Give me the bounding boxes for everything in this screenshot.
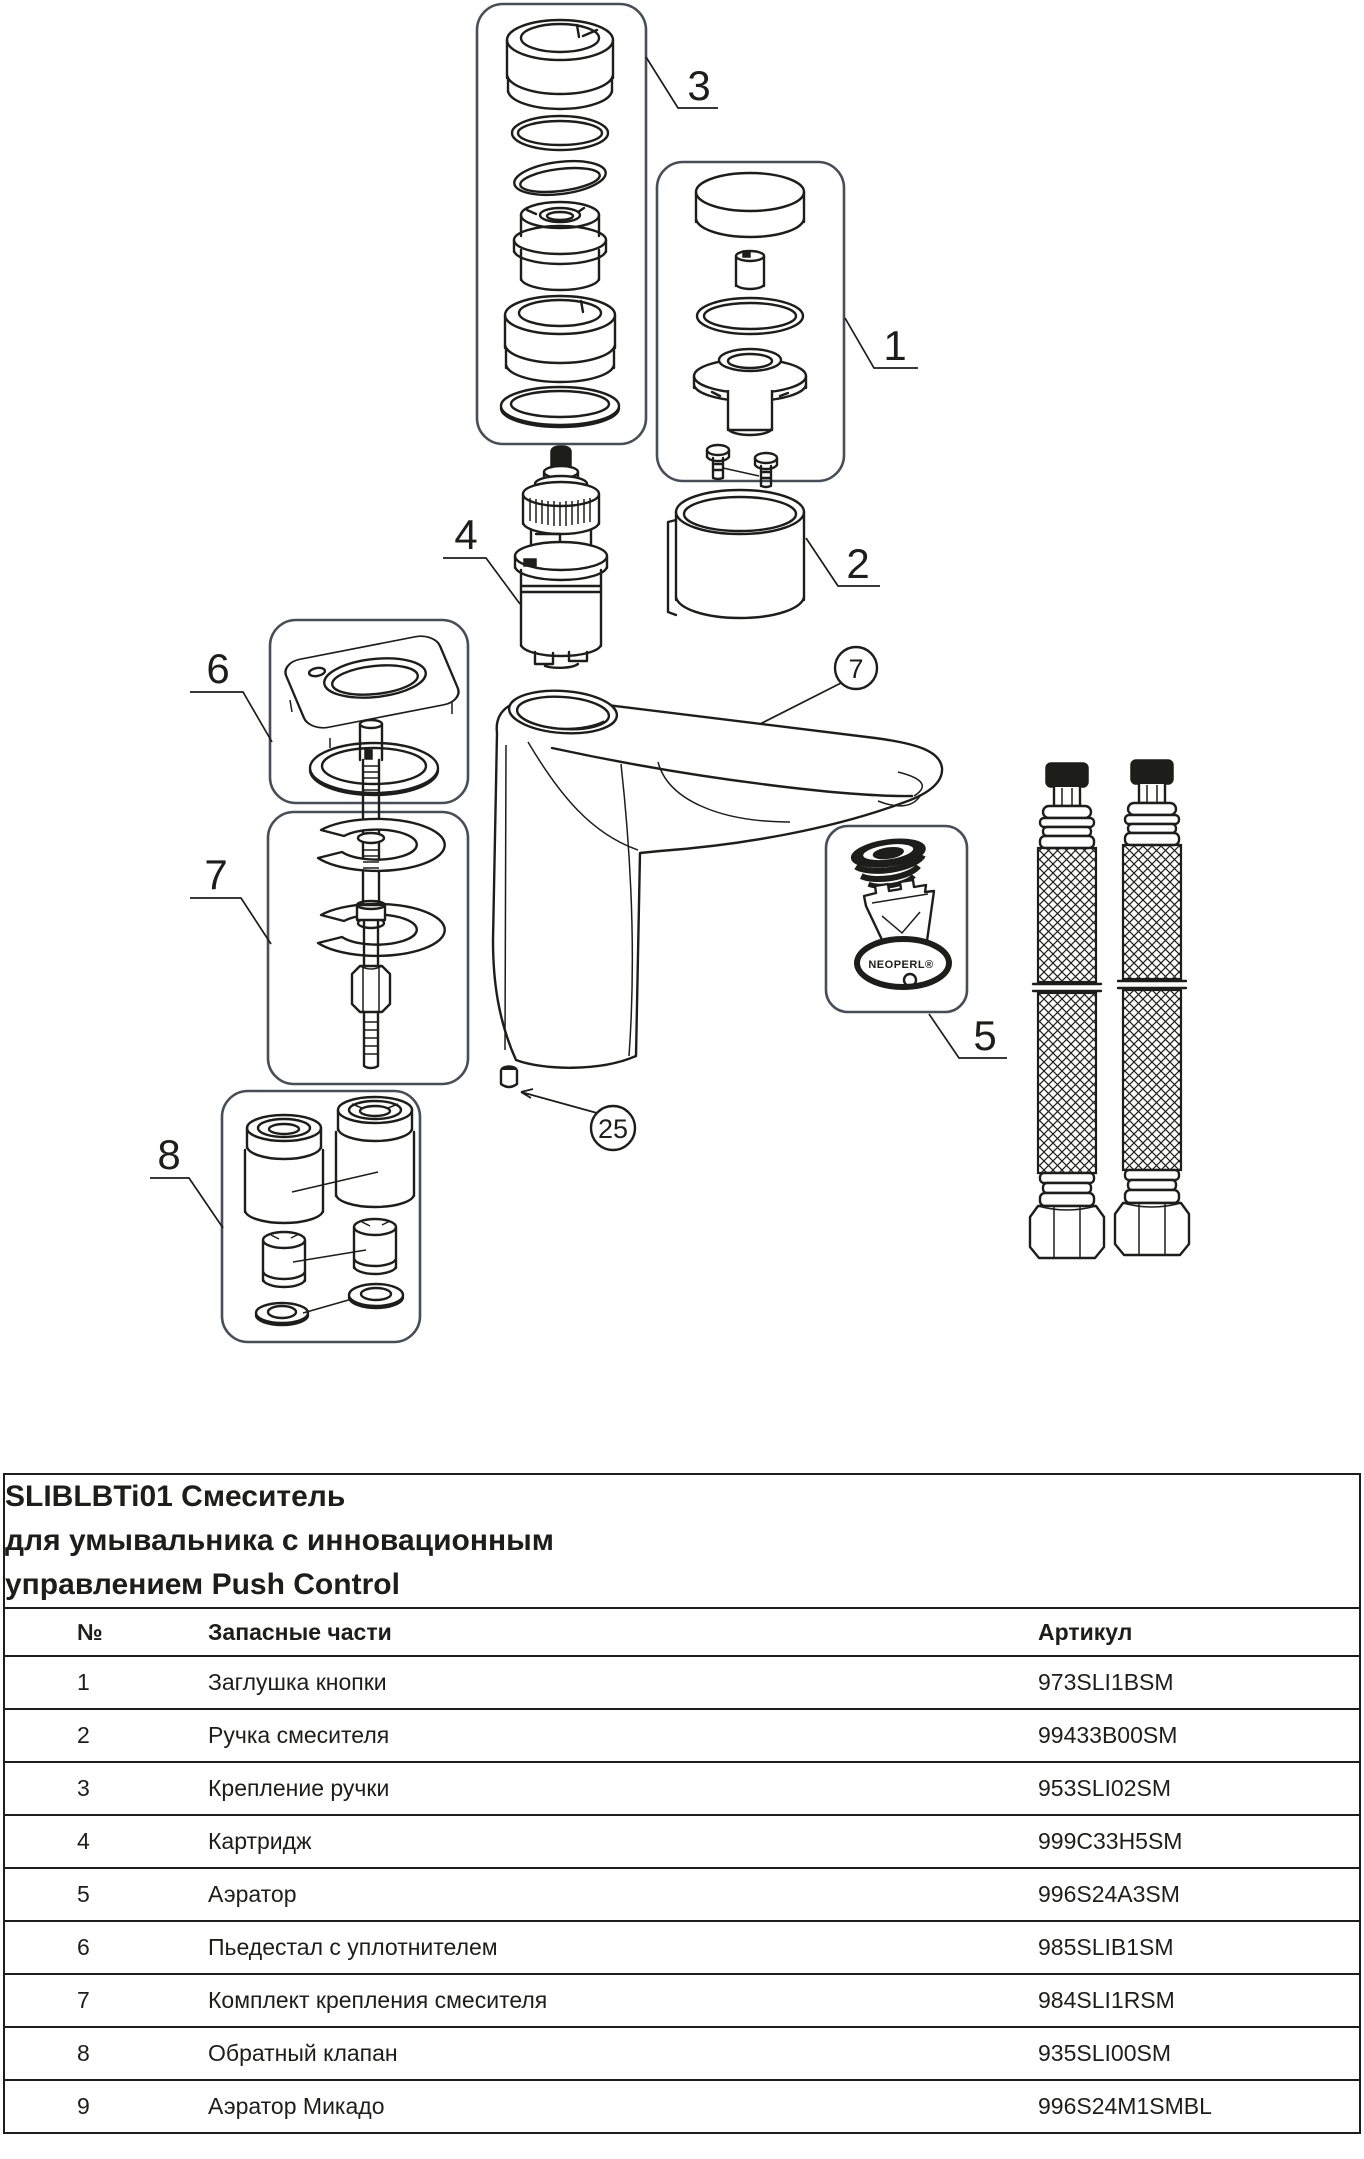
row-name: Заглушка кнопки [152, 1656, 988, 1709]
callout-25-label: 25 [597, 1114, 629, 1144]
row-num: 7 [4, 1974, 152, 2027]
callout-7-label: 7 [848, 654, 864, 684]
leader-6 [190, 692, 272, 742]
table-row [4, 2080, 1360, 2133]
table-title-row [4, 1474, 1360, 1608]
table-header-row [4, 1608, 1360, 1656]
table-row [4, 1656, 1360, 1709]
row-article: 935SLI00SM [988, 2027, 1360, 2080]
row-name: Крепление ручки [152, 1762, 988, 1815]
part-mounting-kit [318, 720, 445, 1068]
label-4: 4 [454, 511, 478, 558]
label-6: 6 [206, 645, 230, 692]
label-7: 7 [204, 851, 228, 898]
row-article: 973SLI1BSM [988, 1656, 1360, 1709]
row-name: Аэратор Микадо [152, 2080, 988, 2133]
table-row [4, 1921, 1360, 1974]
leader-1 [845, 318, 918, 368]
table-row [4, 2027, 1360, 2080]
row-article: 99433B00SM [988, 1709, 1360, 1762]
row-article: 999C33H5SM [988, 1815, 1360, 1868]
row-num: 8 [4, 2027, 152, 2080]
parts-table [3, 1473, 1361, 2134]
row-num: 4 [4, 1815, 152, 1868]
label-8: 8 [157, 1131, 181, 1178]
flex-hose-right [1115, 760, 1189, 1255]
row-article: 984SLI1RSM [988, 1974, 1360, 2027]
row-article: 996S24A3SM [988, 1868, 1360, 1921]
part-pedestal [281, 633, 463, 795]
callout-25-leader [521, 1089, 597, 1113]
row-name: Обратный клапан [152, 2027, 988, 2080]
part-button-plug [694, 173, 806, 487]
part-aerator [850, 835, 949, 987]
page-title-line-3: управлением Push Control [5, 1568, 400, 1601]
leader-8 [150, 1178, 223, 1228]
leader-7 [190, 898, 271, 944]
row-num: 5 [4, 1868, 152, 1921]
label-5: 5 [973, 1012, 997, 1059]
table-row [4, 1815, 1360, 1868]
row-name: Пьедестал с уплотнителем [152, 1921, 988, 1974]
column-header-parts: Запасные части [152, 1608, 988, 1656]
row-article: 953SLI02SM [988, 1762, 1360, 1815]
leader-4 [443, 558, 520, 604]
part-handle-sleeve [668, 490, 804, 618]
row-num: 6 [4, 1921, 152, 1974]
callout-7-leader [760, 683, 841, 724]
table-row [4, 1868, 1360, 1921]
part-check-valves [245, 1097, 414, 1325]
column-header-article: Артикул [988, 1608, 1360, 1656]
table-row [4, 1974, 1360, 2027]
label-1: 1 [883, 322, 907, 369]
table-row [4, 1762, 1360, 1815]
label-2: 2 [846, 540, 870, 587]
row-name: Аэратор [152, 1868, 988, 1921]
row-name: Комплект крепления смесителя [152, 1974, 988, 2027]
row-num: 1 [4, 1656, 152, 1709]
row-name: Ручка смесителя [152, 1709, 988, 1762]
row-article: 985SLIB1SM [988, 1921, 1360, 1974]
row-article: 996S24M1SMBL [988, 2080, 1360, 2133]
row-num: 2 [4, 1709, 152, 1762]
column-header-num: № [4, 1608, 152, 1656]
neoperl-logo: NEOPERL® [868, 959, 934, 971]
label-3: 3 [687, 62, 711, 109]
page-title-line-2: для умывальника с инновационным [5, 1524, 554, 1557]
table-row [4, 1709, 1360, 1762]
part-cartridge [515, 446, 607, 668]
row-num: 9 [4, 2080, 152, 2133]
flex-hose-left [1030, 763, 1104, 1258]
page-title-line-1: SLIBLBTi01 Смеситель [5, 1480, 346, 1513]
row-num: 3 [4, 1762, 152, 1815]
part-handle-fixing [501, 20, 619, 427]
part-plug-25 [501, 1066, 517, 1087]
row-name: Картридж [152, 1815, 988, 1868]
